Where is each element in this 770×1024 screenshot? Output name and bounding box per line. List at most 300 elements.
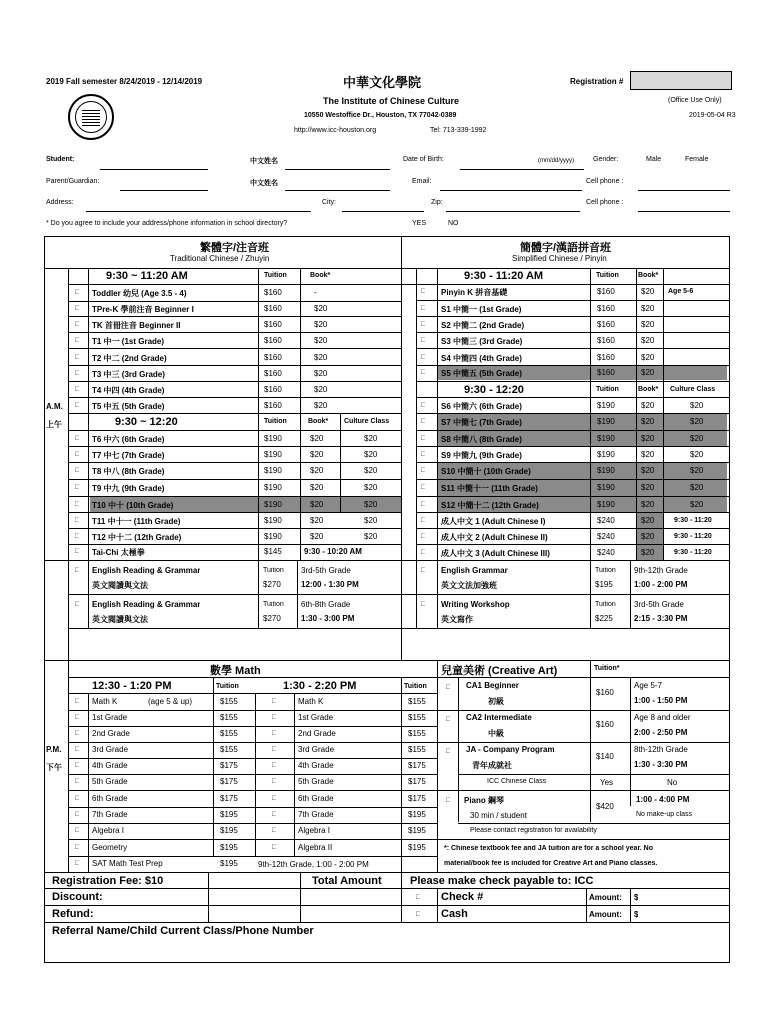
left-class-book: $20 bbox=[314, 401, 328, 410]
eng1-tuition: $270 bbox=[263, 580, 281, 589]
right-class-culture: $20 bbox=[690, 466, 704, 475]
icc-no: No bbox=[667, 778, 678, 787]
ca2-age: Age 8 and older bbox=[634, 713, 691, 722]
eng4-line1: Writing Workshop bbox=[441, 600, 510, 609]
right-class-book: $20 bbox=[641, 320, 655, 329]
cell-phone-field-2[interactable] bbox=[638, 211, 730, 212]
right-class-culture: $20 bbox=[690, 434, 704, 443]
math-b-name: 2nd Grade bbox=[298, 729, 336, 738]
checkbox-ja[interactable]: □ bbox=[446, 748, 451, 755]
school-seal-icon bbox=[68, 94, 114, 140]
math-b-tuition: $175 bbox=[408, 761, 426, 770]
checkbox-math-a-1[interactable]: □ bbox=[75, 714, 80, 721]
eng2-tuition: $270 bbox=[263, 614, 281, 623]
dollar-sign-2: $ bbox=[634, 910, 639, 919]
directory-no-option[interactable]: NO bbox=[448, 220, 459, 227]
revision-label: 2019-05-04 R3 bbox=[689, 112, 736, 119]
left-class-culture: $20 bbox=[364, 483, 378, 492]
math-b-name: Algebra I bbox=[298, 826, 331, 835]
math-b-name: 7th Grade bbox=[298, 810, 334, 819]
checkbox-right2-0[interactable]: □ bbox=[421, 402, 426, 409]
right-class-book: $20 bbox=[641, 304, 655, 313]
dob-field[interactable] bbox=[460, 169, 584, 170]
school-name-chinese: 中華文化學院 bbox=[343, 75, 422, 90]
left-class-tuition: $160 bbox=[264, 304, 282, 313]
piano-time: 1:00 - 4:00 PM bbox=[636, 795, 690, 804]
left-class-name: Toddler 幼兒 (Age 3.5 - 4) bbox=[92, 289, 187, 298]
right-time-header-2: 9:30 - 12:20 bbox=[464, 384, 524, 396]
right-class-book: $20 bbox=[641, 500, 655, 509]
dob-label: Date of Birth: bbox=[403, 156, 444, 163]
right-class-book: $20 bbox=[641, 450, 655, 459]
checkbox-math-a-4[interactable]: □ bbox=[75, 762, 80, 769]
math-a-name: 1st Grade bbox=[92, 713, 128, 722]
creative-art-title: 兒童美術 (Creative Art) bbox=[441, 665, 558, 677]
ja-tuition: $140 bbox=[596, 752, 614, 761]
sat-note: 9th-12th Grade, 1:00 - 2:00 PM bbox=[258, 860, 369, 869]
math-a-name: Algebra I bbox=[92, 826, 125, 835]
parent-chinese-name-label: 中文姓名 bbox=[250, 180, 278, 187]
left-tuition-header-1: Tuition bbox=[264, 272, 287, 279]
math-a-tuition: $175 bbox=[220, 794, 238, 803]
right-class-tuition: $190 bbox=[597, 483, 615, 492]
left-class-name: T5 中五 (5th Grade) bbox=[92, 402, 165, 411]
checkbox-left-3[interactable]: □ bbox=[75, 337, 80, 344]
math-a-name: Math K bbox=[92, 697, 118, 706]
checkbox-eng2[interactable]: □ bbox=[75, 601, 80, 608]
math-time-a: 12:30 - 1:20 PM bbox=[92, 680, 172, 692]
left-class-tuition: $190 bbox=[264, 466, 282, 475]
ja-time: 1:30 - 3:30 PM bbox=[634, 760, 688, 769]
checkbox-math-a-0[interactable]: □ bbox=[75, 698, 80, 705]
left-class-tuition: $190 bbox=[264, 532, 282, 541]
math-b-name: Algebra II bbox=[298, 843, 333, 852]
right-class-book: $20 bbox=[641, 353, 655, 362]
checkbox-left2-1[interactable]: □ bbox=[75, 451, 80, 458]
checkbox-math-b-9[interactable]: □ bbox=[272, 844, 277, 851]
adult-class-name: 成人中文 1 (Adult Chinese I) bbox=[441, 517, 546, 526]
left-class-book: $20 bbox=[314, 353, 328, 362]
math-b-name: 1st Grade bbox=[298, 713, 334, 722]
math-b-name: 5th Grade bbox=[298, 777, 334, 786]
right-class-name: S5 中簡五 (5th Grade) bbox=[441, 369, 522, 378]
left-class-book: $20 bbox=[310, 450, 324, 459]
checkbox-math-b-1[interactable]: □ bbox=[272, 714, 277, 721]
right-class-book: $20 bbox=[641, 287, 655, 296]
math-b-name: 6th Grade bbox=[298, 794, 334, 803]
gender-label: Gender: bbox=[593, 156, 619, 163]
refund-label: Refund: bbox=[52, 908, 94, 920]
piano-note: No make-up class bbox=[636, 811, 693, 818]
checkbox-math-a-2[interactable]: □ bbox=[75, 730, 80, 737]
checkbox-left-4[interactable]: □ bbox=[75, 354, 80, 361]
left-class-name: T4 中四 (4th Grade) bbox=[92, 386, 165, 395]
office-use-label: (Office Use Only) bbox=[668, 97, 722, 104]
fee-note-line2: material/book fee is included for Creative Art and Piano classes. bbox=[444, 860, 658, 867]
left-class-book: $20 bbox=[310, 500, 324, 509]
right-class-name: S6 中簡六 (6th Grade) bbox=[441, 402, 522, 411]
checkbox-eng3[interactable]: □ bbox=[421, 567, 426, 574]
left-class-name: T1 中一 (1st Grade) bbox=[92, 337, 165, 346]
checkbox-left2-0[interactable]: □ bbox=[75, 435, 80, 442]
left-class-book: $20 bbox=[310, 532, 324, 541]
semester-dates: 2019 Fall semester 8/24/2019 - 12/14/2019 bbox=[46, 77, 203, 86]
right-culture-header: Culture Class bbox=[670, 386, 716, 393]
checkbox-left2-2[interactable]: □ bbox=[75, 467, 80, 474]
math-a-tuition: $195 bbox=[220, 843, 238, 852]
trad-chinese-title: 繁體字/注音班 bbox=[200, 242, 270, 254]
eng3-grade: 9th-12th Grade bbox=[634, 566, 688, 575]
math-a-name: 6th Grade bbox=[92, 794, 128, 803]
adult-class-time: 9:30 - 11:20 bbox=[674, 533, 712, 540]
checkbox-left-5[interactable]: □ bbox=[75, 370, 80, 377]
right-class-culture: $20 bbox=[690, 450, 704, 459]
left-time-header-1: 9:30 ~ 11:20 AM bbox=[106, 270, 188, 282]
checkbox-left2-3[interactable]: □ bbox=[75, 484, 80, 491]
checkbox-right2-3[interactable]: □ bbox=[421, 451, 426, 458]
checkbox-right2-4[interactable]: □ bbox=[421, 467, 426, 474]
right-class-book: $20 bbox=[641, 466, 655, 475]
left-class-name: T10 中十 (10th Grade) bbox=[92, 501, 174, 510]
right-class-tuition: $190 bbox=[597, 401, 615, 410]
parent-chinese-name-field[interactable] bbox=[285, 190, 390, 191]
left-class-culture: $20 bbox=[364, 466, 378, 475]
student-label: Student: bbox=[46, 156, 75, 163]
math-b-tuition: $195 bbox=[408, 810, 426, 819]
directory-yes-option[interactable]: YES bbox=[412, 220, 427, 227]
right-class-name: Pinyin K 拼音基礎 bbox=[441, 288, 508, 297]
cash-label: Cash bbox=[441, 908, 468, 920]
checkbox-adult-2[interactable]: □ bbox=[421, 549, 426, 556]
math-a-tuition: $155 bbox=[220, 745, 238, 754]
checkbox-math-a-7[interactable]: □ bbox=[75, 811, 80, 818]
address-label: Address: bbox=[46, 199, 74, 206]
math-a-tuition: $155 bbox=[220, 713, 238, 722]
student-chinese-name-field[interactable] bbox=[285, 169, 390, 170]
cell-phone-field-1[interactable] bbox=[638, 190, 730, 191]
creative-art-tuition-header: Tuition* bbox=[594, 665, 620, 672]
math-a-tuition: $155 bbox=[220, 729, 238, 738]
right-class-name: S3 中簡三 (3rd Grade) bbox=[441, 337, 523, 346]
math-a-extra: (age 5 & up) bbox=[148, 697, 193, 706]
right-class-tuition: $160 bbox=[597, 353, 615, 362]
checkbox-piano[interactable]: □ bbox=[446, 797, 451, 804]
fee-note-line1: *: Chinese textbook fee and JA tuition are for a school year. No bbox=[444, 845, 654, 852]
checkbox-math-b-5[interactable]: □ bbox=[272, 778, 277, 785]
checkbox-math-b-7[interactable]: □ bbox=[272, 811, 277, 818]
parent-label: Parent/Guardian: bbox=[46, 178, 100, 185]
math-b-tuition: $155 bbox=[408, 713, 426, 722]
math-b-tuition: $155 bbox=[408, 697, 426, 706]
ca1-time: 1:00 - 1:50 PM bbox=[634, 696, 688, 705]
checkbox-math-a-6[interactable]: □ bbox=[75, 795, 80, 802]
am-label: A.M. bbox=[46, 402, 63, 411]
left-class-book: $20 bbox=[314, 369, 328, 378]
left-class-name: T8 中八 (8th Grade) bbox=[92, 467, 165, 476]
ca1-line1: CA1 Beginner bbox=[466, 681, 519, 690]
eng2-line2: 英文閱讀與文法 bbox=[92, 615, 148, 624]
zip-field[interactable] bbox=[446, 211, 580, 212]
piano-line2: 30 min / student bbox=[470, 811, 527, 820]
am-label-chinese: 上午 bbox=[46, 420, 62, 429]
math-a-name: Geometry bbox=[92, 843, 128, 852]
checkbox-math-b-3[interactable]: □ bbox=[272, 746, 277, 753]
checkbox-ca1[interactable]: □ bbox=[446, 684, 451, 691]
right-class-tuition: $160 bbox=[597, 287, 615, 296]
adult-class-book: $20 bbox=[641, 548, 655, 557]
checkbox-math-b-0[interactable]: □ bbox=[272, 698, 277, 705]
left-class-tuition: $190 bbox=[264, 450, 282, 459]
left-class-book: $20 bbox=[314, 385, 328, 394]
right-class-name: S2 中簡二 (2nd Grade) bbox=[441, 321, 525, 330]
checkbox-right2-6[interactable]: □ bbox=[421, 501, 426, 508]
math-a-tuition: $175 bbox=[220, 777, 238, 786]
left-class-tuition: $160 bbox=[264, 385, 282, 394]
adult-class-tuition: $240 bbox=[597, 532, 615, 541]
right-class-tuition: $160 bbox=[597, 320, 615, 329]
checkbox-right-4[interactable]: □ bbox=[421, 354, 426, 361]
left-class-culture: $20 bbox=[364, 532, 378, 541]
ja-line1: JA - Company Program bbox=[466, 745, 555, 754]
checkbox-right-0[interactable]: □ bbox=[421, 288, 426, 295]
left-class-book: $20 bbox=[314, 336, 328, 345]
right-class-book: $20 bbox=[641, 434, 655, 443]
right-class-culture: $20 bbox=[690, 417, 704, 426]
checkbox-right2-2[interactable]: □ bbox=[421, 435, 426, 442]
adult-class-book: $20 bbox=[641, 516, 655, 525]
eng1-tuition-label: Tuition bbox=[263, 567, 284, 574]
math-b-tuition: $175 bbox=[408, 794, 426, 803]
left-class-tuition: $190 bbox=[264, 434, 282, 443]
email-field[interactable] bbox=[440, 190, 582, 191]
left-class-book: $20 bbox=[310, 483, 324, 492]
checkbox-right-2[interactable]: □ bbox=[421, 321, 426, 328]
eng4-tuition: $225 bbox=[595, 614, 613, 623]
left-class-tuition: $160 bbox=[264, 369, 282, 378]
ja-grade: 8th-12th Grade bbox=[634, 745, 688, 754]
left-class-name: T11 中十一 (11th Grade) bbox=[92, 517, 181, 526]
eng4-tuition-label: Tuition bbox=[595, 601, 616, 608]
left-class-name: T9 中九 (9th Grade) bbox=[92, 484, 165, 493]
right-class-name: S7 中簡七 (7th Grade) bbox=[441, 418, 522, 427]
checkbox-right2-5[interactable]: □ bbox=[421, 484, 426, 491]
math-b-name: 3rd Grade bbox=[298, 745, 335, 754]
checkbox-left2-6[interactable]: □ bbox=[75, 533, 80, 540]
city-field[interactable] bbox=[342, 211, 424, 212]
checkbox-adult-0[interactable]: □ bbox=[421, 517, 426, 524]
ca2-tuition: $160 bbox=[596, 720, 614, 729]
checkbox-left-7[interactable]: □ bbox=[75, 402, 80, 409]
checkbox-eng4[interactable]: □ bbox=[421, 601, 426, 608]
checkbox-right2-1[interactable]: □ bbox=[421, 418, 426, 425]
parent-name-field[interactable] bbox=[120, 190, 208, 191]
registration-label: Registration # bbox=[570, 77, 624, 86]
eng2-tuition-label: Tuition bbox=[263, 601, 284, 608]
left-class-culture: $20 bbox=[364, 500, 378, 509]
left-class-culture: $20 bbox=[364, 516, 378, 525]
left-book-header-2: Book* bbox=[308, 418, 329, 425]
math-b-tuition: $195 bbox=[408, 843, 426, 852]
checkbox-ca2[interactable]: □ bbox=[446, 716, 451, 723]
left-tuition-header-2: Tuition bbox=[264, 418, 287, 425]
eng1-line2: 英文閱讀與文法 bbox=[92, 581, 148, 590]
left-class-tuition: $190 bbox=[264, 483, 282, 492]
checkbox-check[interactable]: □ bbox=[416, 894, 421, 901]
eng4-time: 2:15 - 3:30 PM bbox=[634, 614, 688, 623]
math-tuition-header-b: Tuition bbox=[404, 683, 427, 690]
math-a-name: 7th Grade bbox=[92, 810, 128, 819]
taichi-time: 9:30 - 10:20 AM bbox=[304, 547, 362, 556]
right-class-tuition: $160 bbox=[597, 336, 615, 345]
chinese-name-label: 中文姓名 bbox=[250, 158, 278, 165]
eng4-line2: 英文寫作 bbox=[441, 615, 473, 624]
left-class-name: TPre-K 學前注音 Beginner I bbox=[92, 305, 194, 314]
checkbox-math-b-6[interactable]: □ bbox=[272, 795, 277, 802]
right-class-culture: $20 bbox=[690, 401, 704, 410]
left-class-name: T12 中十二 (12th Grade) bbox=[92, 533, 182, 542]
checkbox-left-6[interactable]: □ bbox=[75, 386, 80, 393]
checkbox-right-3[interactable]: □ bbox=[421, 337, 426, 344]
registration-number-field[interactable] bbox=[630, 71, 732, 90]
adult-class-time: 9:30 - 11:20 bbox=[674, 549, 712, 556]
right-class-name: S10 中簡十 (10th Grade) bbox=[441, 467, 531, 476]
checkbox-left2-5[interactable]: □ bbox=[75, 517, 80, 524]
checkbox-cash[interactable]: □ bbox=[416, 911, 421, 918]
eng3-tuition: $195 bbox=[595, 580, 613, 589]
right-class-tuition: $190 bbox=[597, 434, 615, 443]
checkbox-math-b-2[interactable]: □ bbox=[272, 730, 277, 737]
pm-label: P.M. bbox=[46, 745, 62, 754]
adult-class-book: $20 bbox=[641, 532, 655, 541]
math-b-tuition: $155 bbox=[408, 729, 426, 738]
checkbox-math-a-3[interactable]: □ bbox=[75, 746, 80, 753]
checkbox-adult-1[interactable]: □ bbox=[421, 533, 426, 540]
age-5-6-note: Age 5-6 bbox=[668, 288, 694, 295]
right-class-book: $20 bbox=[641, 368, 655, 377]
eng3-time: 1:00 - 2:00 PM bbox=[634, 580, 688, 589]
right-class-book: $20 bbox=[641, 401, 655, 410]
right-class-tuition: $190 bbox=[597, 450, 615, 459]
school-website[interactable]: http://www.icc-houston.org bbox=[294, 127, 377, 134]
right-class-tuition: $160 bbox=[597, 368, 615, 377]
math-b-tuition: $175 bbox=[408, 777, 426, 786]
total-amount-label: Total Amount bbox=[312, 875, 382, 887]
checkbox-right-5[interactable]: □ bbox=[421, 369, 426, 376]
right-class-book: $20 bbox=[641, 336, 655, 345]
ca1-line2: 初級 bbox=[488, 697, 504, 706]
right-tuition-header-2: Tuition bbox=[596, 386, 619, 393]
math-a-name: SAT Math Test Prep bbox=[92, 859, 163, 868]
gender-male-option[interactable]: Male bbox=[646, 156, 662, 163]
ja-line2: 青年成就社 bbox=[472, 761, 512, 770]
right-class-culture: $20 bbox=[690, 500, 704, 509]
piano-contact: Please contact registration for availability bbox=[470, 827, 597, 834]
left-class-culture: $20 bbox=[364, 450, 378, 459]
adult-class-tuition: $240 bbox=[597, 548, 615, 557]
math-b-name: Math K bbox=[298, 697, 324, 706]
checkbox-left-2[interactable]: □ bbox=[75, 321, 80, 328]
right-class-tuition: $190 bbox=[597, 500, 615, 509]
ca1-tuition: $160 bbox=[596, 688, 614, 697]
pm-label-chinese: 下午 bbox=[46, 763, 62, 772]
gender-female-option[interactable]: Female bbox=[685, 156, 709, 163]
amount-label-2: Amount: bbox=[589, 910, 622, 919]
checkbox-math-a-8[interactable]: □ bbox=[75, 827, 80, 834]
right-class-tuition: $190 bbox=[597, 466, 615, 475]
checkbox-math-a-10[interactable]: □ bbox=[75, 860, 80, 867]
checkbox-left2-4[interactable]: □ bbox=[75, 501, 80, 508]
checkbox-math-b-4[interactable]: □ bbox=[272, 762, 277, 769]
student-name-field[interactable] bbox=[100, 169, 208, 170]
left-class-book: - bbox=[314, 288, 317, 297]
simp-chinese-title: 簡體字/漢語拼音班 bbox=[520, 242, 612, 254]
eng1-time: 12:00 - 1:30 PM bbox=[301, 580, 359, 589]
checkbox-left-1[interactable]: □ bbox=[75, 305, 80, 312]
left-class-tuition: $160 bbox=[264, 401, 282, 410]
math-a-tuition: $175 bbox=[220, 761, 238, 770]
math-a-tuition: $195 bbox=[220, 859, 238, 868]
adult-class-tuition: $240 bbox=[597, 516, 615, 525]
left-class-book: $20 bbox=[310, 466, 324, 475]
right-class-name: S12 中簡十二 (12th Grade) bbox=[441, 501, 539, 510]
right-class-tuition: $160 bbox=[597, 304, 615, 313]
address-field[interactable] bbox=[86, 211, 311, 212]
left-class-name: T6 中六 (6th Grade) bbox=[92, 435, 165, 444]
eng1-line1: English Reading & Grammar bbox=[92, 566, 201, 575]
piano-line1: Piano 鋼琴 bbox=[464, 796, 505, 805]
checkbox-math-a-9[interactable]: □ bbox=[75, 844, 80, 851]
payable-note: Please make check payable to: ICC bbox=[410, 875, 594, 887]
checkbox-math-a-5[interactable]: □ bbox=[75, 778, 80, 785]
ca2-time: 2:00 - 2:50 PM bbox=[634, 728, 688, 737]
math-b-tuition: $195 bbox=[408, 826, 426, 835]
right-time-header-1: 9:30 - 11:20 AM bbox=[464, 270, 544, 282]
math-a-name: 4th Grade bbox=[92, 761, 128, 770]
checkbox-right-1[interactable]: □ bbox=[421, 305, 426, 312]
left-class-book: $20 bbox=[310, 516, 324, 525]
taichi-tuition: $145 bbox=[264, 547, 282, 556]
ca1-age: Age 5-7 bbox=[634, 681, 663, 690]
right-class-name: S8 中簡八 (8th Grade) bbox=[441, 435, 522, 444]
icc-yes: Yes bbox=[600, 778, 614, 787]
right-tuition-header-1: Tuition bbox=[596, 272, 619, 279]
math-a-tuition: $195 bbox=[220, 810, 238, 819]
eng2-line1: English Reading & Grammar bbox=[92, 600, 201, 609]
left-class-name: T3 中三 (3rd Grade) bbox=[92, 370, 165, 379]
math-a-tuition: $195 bbox=[220, 826, 238, 835]
left-culture-header: Culture Class bbox=[344, 418, 390, 425]
left-class-name: T2 中二 (2nd Grade) bbox=[92, 354, 167, 363]
right-class-book: $20 bbox=[641, 483, 655, 492]
adult-class-time: 9:30 - 11:20 bbox=[674, 517, 712, 524]
eng3-tuition-label: Tuition bbox=[595, 567, 616, 574]
amount-label-1: Amount: bbox=[589, 893, 622, 902]
school-name-english: The Institute of Chinese Culture bbox=[323, 96, 460, 106]
checkbox-math-b-8[interactable]: □ bbox=[272, 827, 277, 834]
right-class-name: S4 中簡四 (4th Grade) bbox=[441, 354, 522, 363]
right-class-book: $20 bbox=[641, 417, 655, 426]
checkbox-taichi[interactable]: □ bbox=[75, 548, 80, 555]
right-class-culture: $20 bbox=[690, 483, 704, 492]
registration-fee: Registration Fee: $10 bbox=[52, 875, 164, 887]
left-class-name: T7 中七 (7th Grade) bbox=[92, 451, 165, 460]
cell-phone-label-2: Cell phone : bbox=[586, 199, 624, 206]
checkbox-left-0[interactable]: □ bbox=[75, 289, 80, 296]
checkbox-eng1[interactable]: □ bbox=[75, 567, 80, 574]
left-class-name: TK 首冊注音 Beginner II bbox=[92, 321, 181, 330]
ca2-line2: 中級 bbox=[488, 729, 504, 738]
math-b-tuition: $155 bbox=[408, 745, 426, 754]
